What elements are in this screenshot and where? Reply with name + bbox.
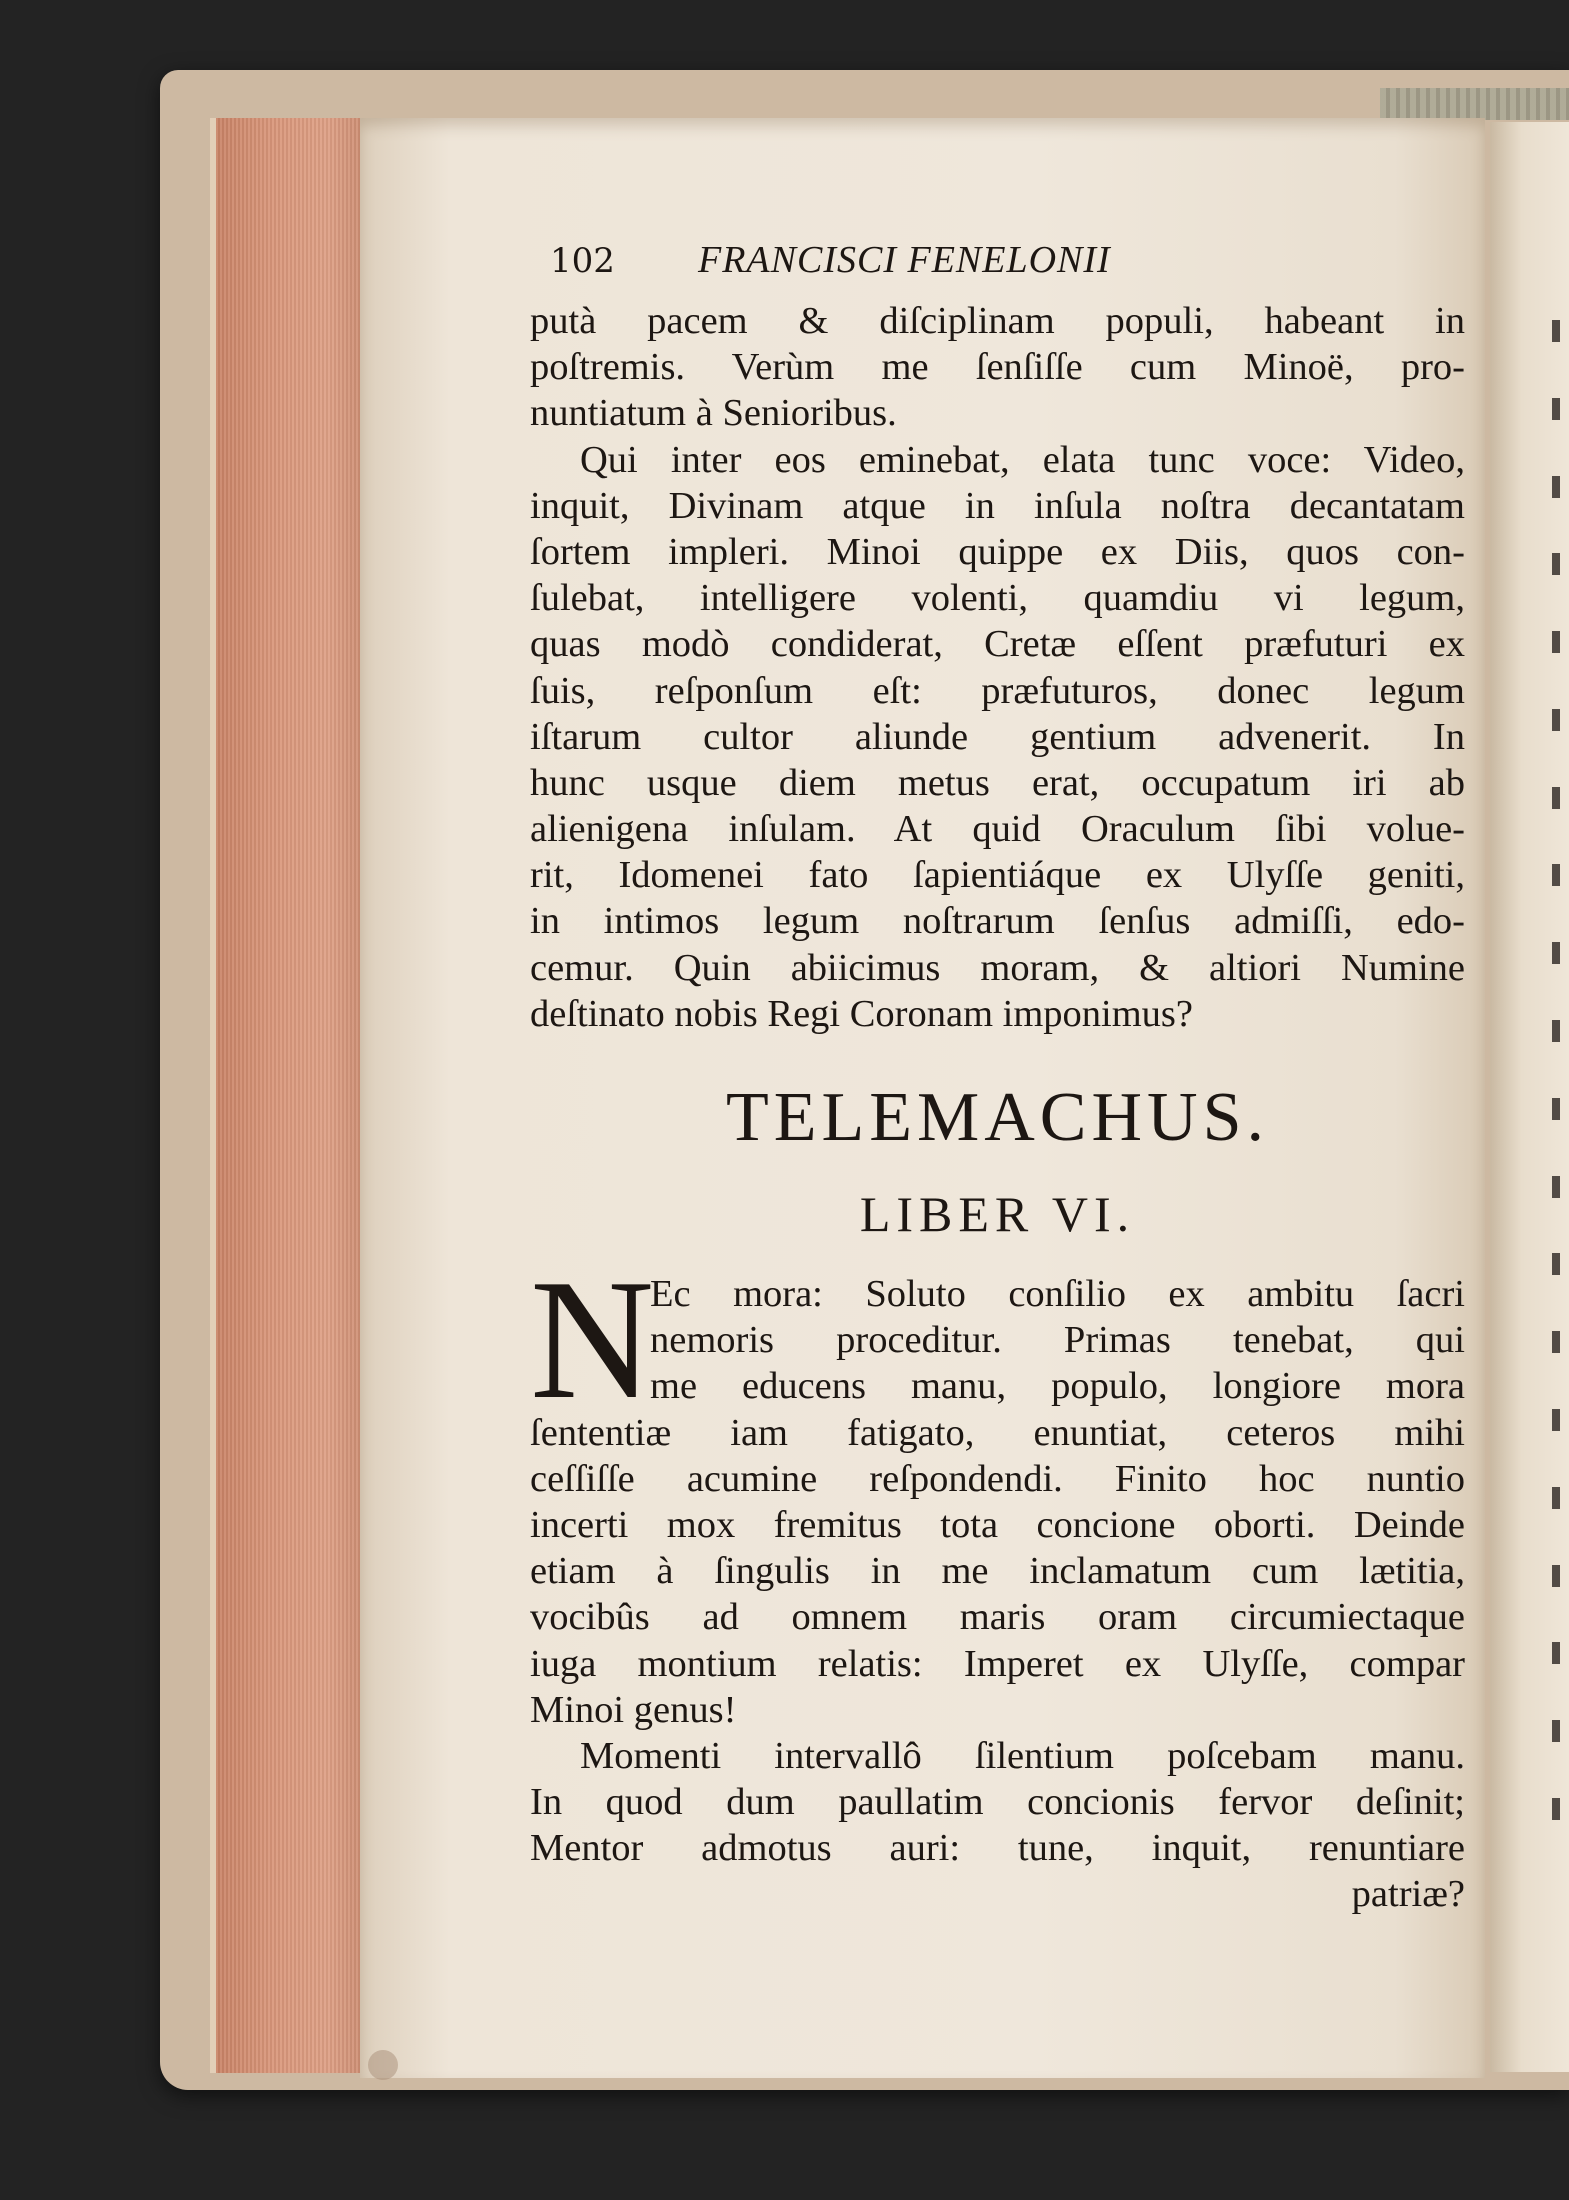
text-line: putà pacem & diſciplinam populi, habeant in — [530, 300, 1465, 342]
section-title: TELEMACHUS. — [725, 1079, 1270, 1156]
text-line: rit, Idomenei fato ſapientiáque ex Ulyſſe geniti, — [530, 854, 1465, 897]
text-line: ceſſiſſe acumine reſpondendi. Finito hoc nuntio — [530, 1457, 1465, 1500]
text-line: patriæ? — [1351, 1873, 1465, 1916]
page-text — [530, 238, 1465, 1918]
text-line: ſulebat, intelligere volenti, quamdiu vi legum, — [530, 577, 1465, 620]
paragraph-2 — [530, 437, 1465, 1037]
text-line: Minoi genus! — [530, 1688, 737, 1731]
paragraph-1 — [530, 298, 1465, 437]
facing-page-text-edge — [1552, 320, 1569, 1820]
text-line: me educens manu, populo, longiore mora — [650, 1365, 1465, 1408]
text-line: ſuis, reſponſum eſt: præfuturos, donec legum — [530, 669, 1465, 712]
text-line: quas modò condiderat, Cretæ eſſent præfuturi ex — [530, 623, 1465, 666]
page-header — [530, 238, 1465, 298]
text-line: poſtremis. Verùm me ſenſiſſe cum Minoë, pro- — [530, 346, 1465, 389]
text-line: ſortem impleri. Minoi quippe ex Diis, quos con- — [530, 530, 1465, 573]
text-line: hunc usque diem metus erat, occupatum iri ab — [530, 761, 1465, 804]
text-line: In quod dum paullatim concionis fervor deſinit; — [530, 1781, 1465, 1824]
drop-initial: N — [530, 1245, 655, 1435]
text-line: alienigena inſulam. At quid Oraculum ſibi volue- — [530, 808, 1465, 851]
text-line: cemur. Quin abiicimus moram, & altiori Numine — [530, 946, 1465, 989]
cover-headband — [1380, 88, 1569, 120]
text-line: in intimos legum noſtrarum ſenſus admiſſi, edo- — [530, 900, 1465, 943]
text-line: Qui inter eos eminebat, elata tunc voce: Video, — [580, 438, 1465, 481]
text-line: Momenti intervallô ſilentium poſcebam manu. — [580, 1734, 1465, 1777]
book-heading: LIBER VI. — [859, 1186, 1136, 1242]
text-line: Ec mora: Soluto conſilio ex ambitu ſacri — [650, 1273, 1465, 1315]
page-edges — [210, 118, 376, 2073]
page-number: 102 — [550, 241, 615, 281]
running-head: FRANCISCI FENELONII — [698, 239, 1111, 281]
paragraph-4 — [530, 1733, 1465, 1918]
text-line: deſtinato nobis Regi Coronam imponimus? — [530, 992, 1193, 1035]
text-line: nemoris proceditur. Primas tenebat, qui — [650, 1319, 1465, 1362]
text-line: iſtarum cultor aliunde gentium advenerit. In — [530, 715, 1465, 758]
text-line: Mentor admotus auri: tune, inquit, renuntiare — [530, 1827, 1465, 1870]
text-line: vocibûs ad omnem maris oram circumiectaque — [530, 1596, 1465, 1639]
text-line: inquit, Divinam atque in inſula noſtra decantatam — [530, 484, 1465, 527]
paragraph-3 — [530, 1245, 1465, 1733]
text-line: iuga montium relatis: Imperet ex Ulyſſe, compar — [530, 1642, 1465, 1685]
text-line: incerti mox fremitus tota concione oborti. Deinde — [530, 1503, 1465, 1546]
text-line: nuntiatum à Senioribus. — [530, 392, 897, 435]
text-line: etiam à ſingulis in me inclamatum cum lætitia, — [530, 1550, 1465, 1593]
text-line: ſententiæ iam fatigato, enuntiat, ceteros mihi — [530, 1411, 1465, 1454]
page-stain — [368, 2050, 398, 2080]
